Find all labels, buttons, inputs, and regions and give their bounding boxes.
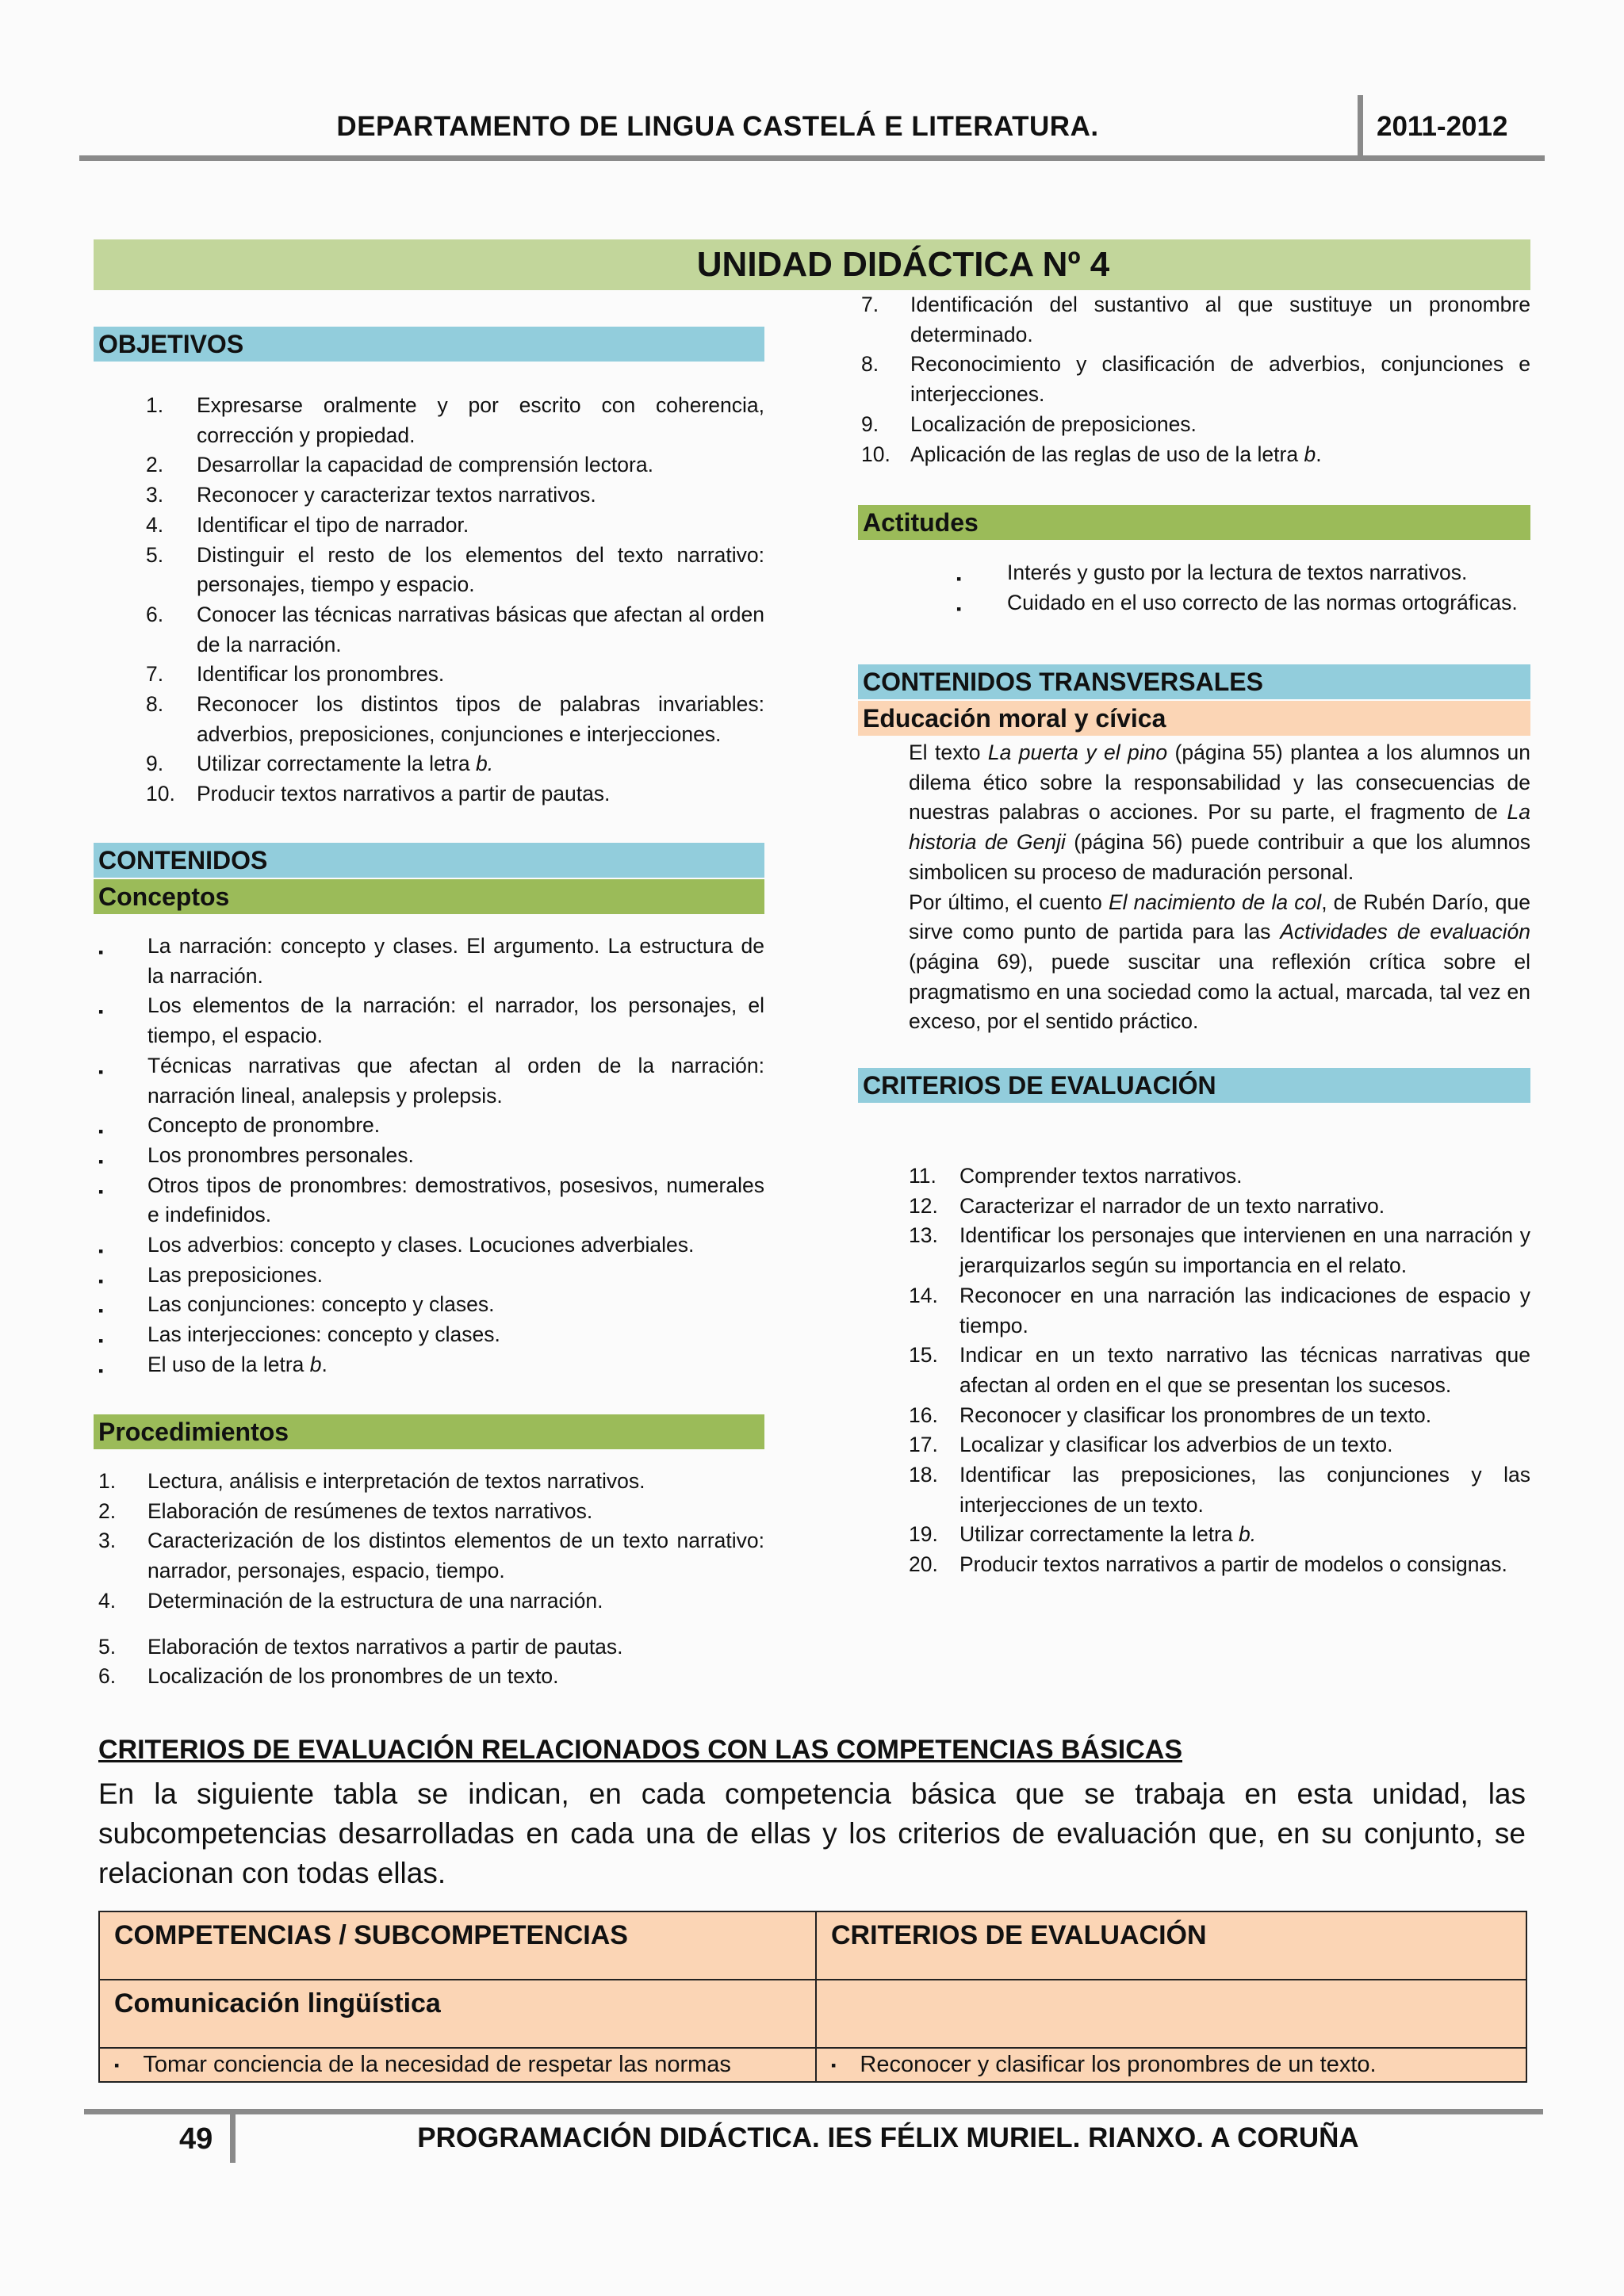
square-bullet-icon: ▪ — [831, 2057, 837, 2073]
criterios-list — [858, 1161, 1530, 1580]
item-number: 12. — [909, 1193, 938, 1218]
item-number: 4. — [146, 512, 164, 537]
transversales-paragraph-1: El texto La puerta y el pino (página 55) plantea a los alumnos un dilema ético sobre la responsabilidad y las consecuencias de nuestras palabras o acciones. Por su parte, el fragmento de La historia de Genji (página 56) puede contribuir a que los alumnos simbolicen su proceso de maduración personal. — [909, 740, 1530, 884]
list-item: 2. Desarrollar la capacidad de comprensión lectora. — [94, 450, 764, 480]
competencias-intro: En la siguiente tabla se indican, en cada competencia básica que se trabaja en esta unidad, las subcompetencias desarrolladas en cada una de ellas y los criterios de evaluación que, en su conjunto, se relacionan con todas ellas. — [98, 1777, 1526, 1889]
competencias-table — [98, 1911, 1527, 2083]
list-item: 7. Identificar los pronombres. — [94, 660, 764, 690]
list-item: ▪ Los elementos de la narración: el narrador, los personajes, el tiempo, el espacio. — [98, 993, 764, 1048]
square-bullet-icon: ▪ — [114, 2057, 120, 2073]
conceptos-list — [94, 932, 764, 1380]
list-item: 7. Identificación del sustantivo al que sustituye un pronombre determinado. — [858, 290, 1530, 350]
list-item: ▪ La narración: concepto y clases. El argumento. La estructura de la narración. — [98, 934, 764, 988]
list-item: ▪ Los pronombres personales. — [94, 1141, 764, 1171]
department-header: DEPARTAMENTO DE LINGUA CASTELÁ E LITERATURA. — [336, 111, 1099, 142]
square-bullet-icon: ▪ — [98, 944, 104, 960]
item-number: 2. — [98, 1498, 117, 1523]
table-header-row — [99, 1911, 1526, 1980]
actitudes-list — [858, 558, 1530, 618]
header-rule — [79, 155, 1545, 161]
square-bullet-icon: ▪ — [98, 1333, 104, 1349]
transversales-paragraph-2: Por último, el cuento El nacimiento de la col, de Rubén Darío, que sirve como punto de partida para las Actividades de evaluación (página 69), puede suscitar una reflexión crítica sobre el pragmatismo en una sociedad como la actual, marcada, tal vez en exceso, por el sentido práctico. — [909, 890, 1530, 1034]
list-item: 18. Identificar las preposiciones, las conjunciones y las interjecciones de un texto. — [858, 1460, 1530, 1520]
item-number: 20. — [909, 1552, 938, 1577]
square-bullet-icon: ▪ — [98, 1063, 104, 1080]
item-number: 19. — [909, 1522, 938, 1547]
list-item: 5. Elaboración de textos narrativos a partir de pautas. — [94, 1632, 764, 1663]
square-bullet-icon: ▪ — [98, 1123, 104, 1140]
square-bullet-icon: ▪ — [98, 1004, 104, 1020]
procedimientos-list — [94, 1467, 764, 1692]
criterios-heading: CRITERIOS DE EVALUACIÓN — [858, 1068, 1530, 1103]
header-divider — [1358, 95, 1363, 160]
square-bullet-icon: ▪ — [956, 600, 962, 617]
list-item: 6. Conocer las técnicas narrativas básicas que afectan al orden de la narración. — [94, 600, 764, 660]
item-number: 10. — [146, 782, 175, 806]
item-number: 15. — [909, 1343, 938, 1368]
list-item: ▪ Las preposiciones. — [94, 1261, 764, 1291]
unit-title-band — [94, 239, 1530, 290]
table-cell-comunicacion: Comunicación lingüística — [99, 1980, 816, 2048]
footer-divider — [230, 2109, 236, 2163]
educacion-moral-heading: Educación moral y cívica — [858, 701, 1530, 736]
item-number: 7. — [146, 662, 164, 687]
list-item: ▪ El uso de la letra b. — [94, 1350, 764, 1380]
conceptos-heading: Conceptos — [94, 879, 764, 914]
list-item: 3. Reconocer y caracterizar textos narrativos. — [94, 480, 764, 511]
item-number: 7. — [861, 293, 879, 316]
item-number: 8. — [861, 352, 879, 377]
item-number: 8. — [146, 692, 164, 717]
list-item: 9. Utilizar correctamente la letra b. — [94, 749, 764, 779]
list-item: 1. Expresarse oralmente y por escrito con coherencia, corrección y propiedad. — [94, 391, 764, 450]
objetivos-list — [94, 391, 764, 809]
list-item: 12. Caracterizar el narrador de un texto narrativo. — [858, 1192, 1530, 1222]
item-number: 9. — [861, 411, 879, 436]
item-number: 3. — [146, 483, 164, 507]
list-item: ▪ Las conjunciones: concepto y clases. — [94, 1290, 764, 1320]
list-item: ▪ Las interjecciones: concepto y clases. — [94, 1320, 764, 1350]
list-item: 13. Identificar los personajes que intervienen en una narración y jerarquizarlos según su importancia en el relato. — [858, 1221, 1530, 1280]
item-number: 9. — [146, 752, 164, 776]
item-number: 16. — [909, 1402, 938, 1427]
footer-rule — [84, 2109, 1543, 2114]
list-item: 6. Localización de los pronombres de un texto. — [94, 1662, 764, 1692]
square-bullet-icon: ▪ — [98, 1183, 104, 1200]
list-item: 11. Comprender textos narrativos. — [858, 1161, 1530, 1192]
list-item: 8. Reconocer los distintos tipos de palabras invariables: adverbios, preposiciones, conjunciones e interjecciones. — [94, 690, 764, 749]
list-item: ▪ Interés y gusto por la lectura de textos narrativos. — [858, 558, 1530, 588]
footer-text: PROGRAMACIÓN DIDÁCTICA. IES FÉLIX MURIEL. RIANXO. A CORUÑA — [417, 2122, 1359, 2153]
procedimientos-cont-list — [858, 290, 1530, 469]
square-bullet-icon: ▪ — [98, 1153, 104, 1169]
table-row — [99, 2048, 1526, 2082]
table-cell-subcompetencia: ▪ Tomar conciencia de la necesidad de respetar las normas — [99, 2048, 816, 2082]
square-bullet-icon: ▪ — [98, 1303, 104, 1319]
item-number: 17. — [909, 1433, 938, 1457]
square-bullet-icon: ▪ — [98, 1362, 104, 1379]
list-item: 3. Caracterización de los distintos elementos de un texto narrativo: narrador, personajes, espacio, tiempo. — [94, 1526, 764, 1586]
item-number: 14. — [909, 1283, 938, 1307]
item-number: 6. — [146, 602, 164, 626]
unit-title: UNIDAD DIDÁCTICA Nº 4 — [696, 245, 1110, 284]
item-number: 13. — [909, 1223, 938, 1248]
header-year: 2011-2012 — [1377, 111, 1508, 142]
list-item: 5. Distinguir el resto de los elementos del texto narrativo: personajes, tiempo y espacio. — [94, 541, 764, 600]
list-item: 10. Aplicación de las reglas de uso de la letra b. — [858, 440, 1530, 470]
item-number: 2. — [146, 453, 164, 477]
item-number: 5. — [98, 1634, 117, 1659]
item-number: 4. — [98, 1588, 117, 1613]
table-cell-criterio: ▪ Reconocer y clasificar los pronombres de un texto. — [816, 2048, 1526, 2082]
square-bullet-icon: ▪ — [98, 1243, 104, 1260]
list-item: 14. Reconocer en una narración las indicaciones de espacio y tiempo. — [858, 1281, 1530, 1341]
list-item: 19. Utilizar correctamente la letra b. — [858, 1520, 1530, 1550]
list-item: 10. Producir textos narrativos a partir de pautas. — [94, 779, 764, 809]
list-item: ▪ Concepto de pronombre. — [94, 1111, 764, 1141]
table-header-competencias: COMPETENCIAS / SUBCOMPETENCIAS — [99, 1911, 816, 1980]
item-number: 5. — [146, 542, 164, 567]
list-item: 20. Producir textos narrativos a partir de modelos o consignas. — [858, 1550, 1530, 1580]
table-cell-empty — [816, 1980, 1526, 2048]
item-number: 1. — [98, 1469, 117, 1493]
list-item: 8. Reconocimiento y clasificación de adverbios, conjunciones e interjecciones. — [858, 350, 1530, 409]
list-item: 4. Identificar el tipo de narrador. — [94, 511, 764, 541]
list-item: 1. Lectura, análisis e interpretación de textos narrativos. — [94, 1467, 764, 1497]
objetivos-heading: OBJETIVOS — [94, 327, 764, 362]
competencias-heading: CRITERIOS DE EVALUACIÓN RELACIONADOS CON LAS COMPETENCIAS BÁSICAS — [98, 1735, 1183, 1765]
list-item: 15. Indicar en un texto narrativo las técnicas narrativas que afectan al orden en el que se presentan los sucesos. — [858, 1341, 1530, 1400]
page-number: 49 — [179, 2122, 213, 2156]
list-item: 4. Determinación de la estructura de una narración. — [94, 1586, 764, 1617]
item-number: 6. — [98, 1664, 117, 1689]
list-item: ▪ Cuidado en el uso correcto de las normas ortográficas. — [858, 588, 1530, 618]
table-row — [99, 1980, 1526, 2048]
item-number: 1. — [146, 393, 164, 417]
list-item: ▪ Los adverbios: concepto y clases. Locuciones adverbiales. — [94, 1230, 764, 1261]
list-item: 2. Elaboración de resúmenes de textos narrativos. — [94, 1497, 764, 1527]
list-item: 9. Localización de preposiciones. — [858, 410, 1530, 440]
list-item: 16. Reconocer y clasificar los pronombres de un texto. — [858, 1401, 1530, 1431]
list-item: ▪ Otros tipos de pronombres: demostrativos, posesivos, numerales e indefinidos. — [98, 1173, 764, 1227]
item-number: 3. — [98, 1529, 117, 1553]
square-bullet-icon: ▪ — [956, 571, 962, 587]
contenidos-heading: CONTENIDOS — [94, 843, 764, 878]
square-bullet-icon: ▪ — [98, 1272, 104, 1289]
item-number: 10. — [861, 442, 891, 466]
table-header-criterios: CRITERIOS DE EVALUACIÓN — [816, 1911, 1526, 1980]
transversales-heading: CONTENIDOS TRANSVERSALES — [858, 664, 1530, 699]
list-item: ▪ Técnicas narrativas que afectan al orden de la narración: narración lineal, analepsis y prolepsis. — [98, 1053, 764, 1108]
procedimientos-heading: Procedimientos — [94, 1414, 764, 1449]
item-number: 11. — [909, 1164, 936, 1188]
list-item: 17. Localizar y clasificar los adverbios de un texto. — [858, 1430, 1530, 1460]
actitudes-heading: Actitudes — [858, 505, 1530, 540]
item-number: 18. — [909, 1463, 938, 1487]
transversales-paragraph — [909, 738, 1530, 1037]
